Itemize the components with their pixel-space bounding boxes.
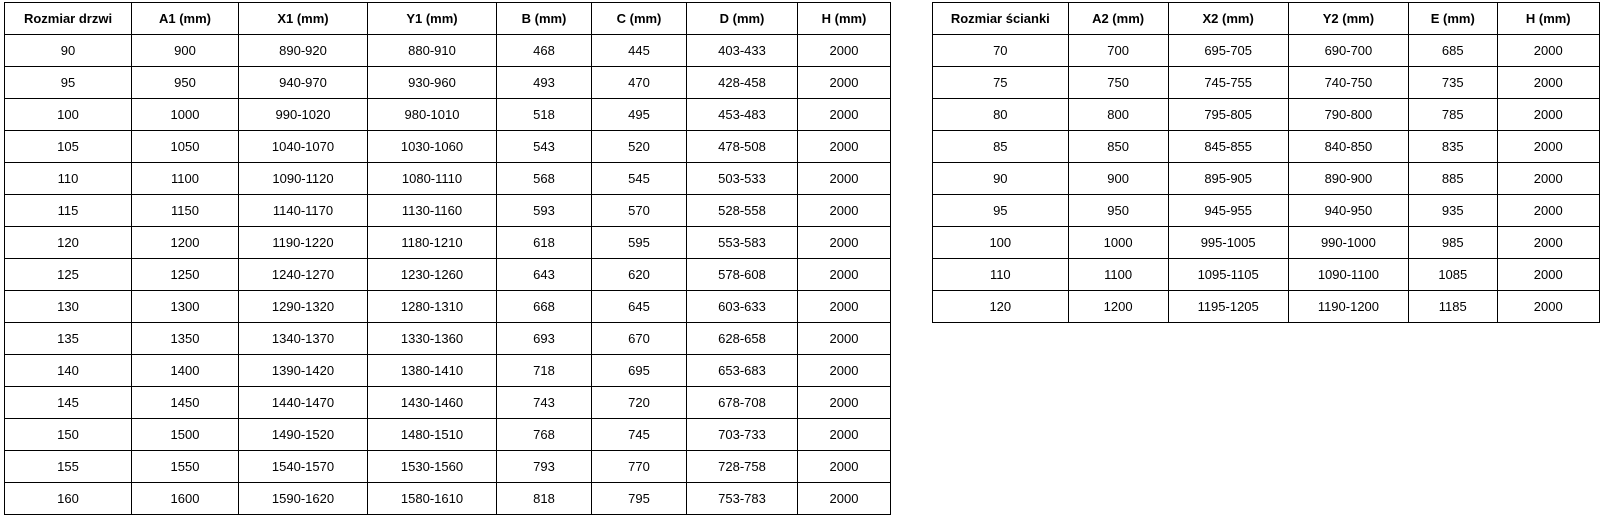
cell: 693 bbox=[497, 323, 592, 355]
cell: 2000 bbox=[798, 483, 891, 515]
cell: 1000 bbox=[132, 99, 239, 131]
cell: 745 bbox=[592, 419, 687, 451]
cell: 520 bbox=[592, 131, 687, 163]
cell: 553-583 bbox=[687, 227, 798, 259]
cell: 130 bbox=[5, 291, 132, 323]
cell: 493 bbox=[497, 67, 592, 99]
cell: 990-1000 bbox=[1288, 227, 1408, 259]
cell: 850 bbox=[1068, 131, 1168, 163]
table-row bbox=[5, 259, 891, 291]
cell: 1550 bbox=[132, 451, 239, 483]
cell: 2000 bbox=[798, 451, 891, 483]
column-header-rozmiar-drzwi: Rozmiar drzwi bbox=[5, 3, 132, 35]
cell: 735 bbox=[1409, 67, 1497, 99]
cell: 2000 bbox=[798, 355, 891, 387]
column-header-x1: X1 (mm) bbox=[239, 3, 368, 35]
cell: 728-758 bbox=[687, 451, 798, 483]
cell: 1590-1620 bbox=[239, 483, 368, 515]
cell: 935 bbox=[1409, 195, 1497, 227]
column-header-c: C (mm) bbox=[592, 3, 687, 35]
cell: 595 bbox=[592, 227, 687, 259]
cell: 1240-1270 bbox=[239, 259, 368, 291]
table-row bbox=[933, 163, 1600, 195]
cell: 1100 bbox=[1068, 259, 1168, 291]
cell: 745-755 bbox=[1168, 67, 1288, 99]
cell: 570 bbox=[592, 195, 687, 227]
column-header-e: E (mm) bbox=[1409, 3, 1497, 35]
cell: 2000 bbox=[1497, 259, 1600, 291]
cell: 495 bbox=[592, 99, 687, 131]
cell: 110 bbox=[5, 163, 132, 195]
cell: 453-483 bbox=[687, 99, 798, 131]
cell: 1185 bbox=[1409, 291, 1497, 323]
cell: 1600 bbox=[132, 483, 239, 515]
cell: 75 bbox=[933, 67, 1069, 99]
cell: 2000 bbox=[798, 67, 891, 99]
cell: 2000 bbox=[1497, 35, 1600, 67]
cell: 2000 bbox=[1497, 99, 1600, 131]
cell: 1190-1220 bbox=[239, 227, 368, 259]
cell: 145 bbox=[5, 387, 132, 419]
cell: 645 bbox=[592, 291, 687, 323]
cell: 578-608 bbox=[687, 259, 798, 291]
table-row bbox=[5, 99, 891, 131]
cell: 1195-1205 bbox=[1168, 291, 1288, 323]
table-row bbox=[5, 483, 891, 515]
cell: 985 bbox=[1409, 227, 1497, 259]
cell: 1280-1310 bbox=[368, 291, 497, 323]
cell: 1080-1110 bbox=[368, 163, 497, 195]
cell: 115 bbox=[5, 195, 132, 227]
column-header-a1: A1 (mm) bbox=[132, 3, 239, 35]
table-row bbox=[5, 323, 891, 355]
cell: 2000 bbox=[798, 195, 891, 227]
cell: 2000 bbox=[798, 259, 891, 291]
column-header-a2: A2 (mm) bbox=[1068, 3, 1168, 35]
cell: 1450 bbox=[132, 387, 239, 419]
cell: 1095-1105 bbox=[1168, 259, 1288, 291]
cell: 720 bbox=[592, 387, 687, 419]
cell: 718 bbox=[497, 355, 592, 387]
cell: 690-700 bbox=[1288, 35, 1408, 67]
cell: 125 bbox=[5, 259, 132, 291]
cell: 2000 bbox=[798, 99, 891, 131]
table-row bbox=[5, 35, 891, 67]
table-row bbox=[5, 163, 891, 195]
cell: 428-458 bbox=[687, 67, 798, 99]
cell: 695 bbox=[592, 355, 687, 387]
cell: 1380-1410 bbox=[368, 355, 497, 387]
cell: 753-783 bbox=[687, 483, 798, 515]
cell: 1040-1070 bbox=[239, 131, 368, 163]
column-header-rozmiar-scianki: Rozmiar ścianki bbox=[933, 3, 1069, 35]
door-size-table-head bbox=[5, 3, 891, 35]
cell: 1085 bbox=[1409, 259, 1497, 291]
door-size-table-body bbox=[5, 35, 891, 515]
cell: 110 bbox=[933, 259, 1069, 291]
table-row bbox=[933, 99, 1600, 131]
table-row bbox=[5, 67, 891, 99]
wall-size-table-body bbox=[933, 35, 1600, 323]
cell: 740-750 bbox=[1288, 67, 1408, 99]
column-header-d: D (mm) bbox=[687, 3, 798, 35]
cell: 670 bbox=[592, 323, 687, 355]
cell: 930-960 bbox=[368, 67, 497, 99]
cell: 995-1005 bbox=[1168, 227, 1288, 259]
cell: 900 bbox=[1068, 163, 1168, 195]
cell: 1480-1510 bbox=[368, 419, 497, 451]
cell: 2000 bbox=[798, 35, 891, 67]
cell: 1400 bbox=[132, 355, 239, 387]
cell: 1530-1560 bbox=[368, 451, 497, 483]
cell: 2000 bbox=[798, 291, 891, 323]
cell: 95 bbox=[5, 67, 132, 99]
cell: 1230-1260 bbox=[368, 259, 497, 291]
cell: 1090-1120 bbox=[239, 163, 368, 195]
cell: 543 bbox=[497, 131, 592, 163]
cell: 678-708 bbox=[687, 387, 798, 419]
cell: 785 bbox=[1409, 99, 1497, 131]
cell: 770 bbox=[592, 451, 687, 483]
table-row bbox=[933, 291, 1600, 323]
cell: 743 bbox=[497, 387, 592, 419]
table-row bbox=[933, 67, 1600, 99]
table-row bbox=[5, 131, 891, 163]
cell: 1200 bbox=[1068, 291, 1168, 323]
cell: 100 bbox=[5, 99, 132, 131]
cell: 990-1020 bbox=[239, 99, 368, 131]
cell: 1030-1060 bbox=[368, 131, 497, 163]
table-row bbox=[5, 419, 891, 451]
table-row bbox=[5, 291, 891, 323]
cell: 2000 bbox=[1497, 67, 1600, 99]
cell: 840-850 bbox=[1288, 131, 1408, 163]
cell: 1150 bbox=[132, 195, 239, 227]
cell: 895-905 bbox=[1168, 163, 1288, 195]
cell: 2000 bbox=[798, 387, 891, 419]
table-header-row bbox=[5, 3, 891, 35]
cell: 1100 bbox=[132, 163, 239, 195]
cell: 593 bbox=[497, 195, 592, 227]
column-header-y1: Y1 (mm) bbox=[368, 3, 497, 35]
cell: 603-633 bbox=[687, 291, 798, 323]
cell: 1540-1570 bbox=[239, 451, 368, 483]
table-row bbox=[933, 35, 1600, 67]
cell: 2000 bbox=[798, 163, 891, 195]
cell: 160 bbox=[5, 483, 132, 515]
table-row bbox=[933, 195, 1600, 227]
table-row bbox=[5, 195, 891, 227]
cell: 620 bbox=[592, 259, 687, 291]
cell: 900 bbox=[132, 35, 239, 67]
cell: 945-955 bbox=[1168, 195, 1288, 227]
cell: 100 bbox=[933, 227, 1069, 259]
cell: 790-800 bbox=[1288, 99, 1408, 131]
cell: 1290-1320 bbox=[239, 291, 368, 323]
cell: 1340-1370 bbox=[239, 323, 368, 355]
cell: 818 bbox=[497, 483, 592, 515]
cell: 890-900 bbox=[1288, 163, 1408, 195]
cell: 1180-1210 bbox=[368, 227, 497, 259]
cell: 835 bbox=[1409, 131, 1497, 163]
cell: 695-705 bbox=[1168, 35, 1288, 67]
cell: 1500 bbox=[132, 419, 239, 451]
cell: 1250 bbox=[132, 259, 239, 291]
table-row bbox=[5, 451, 891, 483]
cell: 940-950 bbox=[1288, 195, 1408, 227]
cell: 403-433 bbox=[687, 35, 798, 67]
cell: 135 bbox=[5, 323, 132, 355]
cell: 95 bbox=[933, 195, 1069, 227]
cell: 980-1010 bbox=[368, 99, 497, 131]
cell: 2000 bbox=[798, 227, 891, 259]
cell: 1330-1360 bbox=[368, 323, 497, 355]
cell: 950 bbox=[1068, 195, 1168, 227]
cell: 445 bbox=[592, 35, 687, 67]
cell: 845-855 bbox=[1168, 131, 1288, 163]
cell: 1490-1520 bbox=[239, 419, 368, 451]
cell: 1390-1420 bbox=[239, 355, 368, 387]
column-header-h: H (mm) bbox=[1497, 3, 1600, 35]
cell: 768 bbox=[497, 419, 592, 451]
wall-size-table bbox=[932, 2, 1600, 323]
cell: 2000 bbox=[1497, 131, 1600, 163]
cell: 628-658 bbox=[687, 323, 798, 355]
column-header-h: H (mm) bbox=[798, 3, 891, 35]
cell: 793 bbox=[497, 451, 592, 483]
cell: 1190-1200 bbox=[1288, 291, 1408, 323]
door-size-table bbox=[4, 2, 891, 515]
cell: 700 bbox=[1068, 35, 1168, 67]
cell: 685 bbox=[1409, 35, 1497, 67]
cell: 795 bbox=[592, 483, 687, 515]
table-row bbox=[5, 355, 891, 387]
cell: 800 bbox=[1068, 99, 1168, 131]
cell: 120 bbox=[5, 227, 132, 259]
cell: 478-508 bbox=[687, 131, 798, 163]
cell: 2000 bbox=[1497, 195, 1600, 227]
cell: 1130-1160 bbox=[368, 195, 497, 227]
column-header-y2: Y2 (mm) bbox=[1288, 3, 1408, 35]
cell: 1350 bbox=[132, 323, 239, 355]
cell: 2000 bbox=[798, 323, 891, 355]
cell: 643 bbox=[497, 259, 592, 291]
cell: 2000 bbox=[1497, 163, 1600, 195]
cell: 1440-1470 bbox=[239, 387, 368, 419]
cell: 2000 bbox=[1497, 227, 1600, 259]
cell: 90 bbox=[933, 163, 1069, 195]
table-row bbox=[933, 259, 1600, 291]
cell: 528-558 bbox=[687, 195, 798, 227]
cell: 518 bbox=[497, 99, 592, 131]
cell: 950 bbox=[132, 67, 239, 99]
cell: 890-920 bbox=[239, 35, 368, 67]
cell: 85 bbox=[933, 131, 1069, 163]
table-header-row bbox=[933, 3, 1600, 35]
cell: 1090-1100 bbox=[1288, 259, 1408, 291]
cell: 140 bbox=[5, 355, 132, 387]
cell: 80 bbox=[933, 99, 1069, 131]
cell: 470 bbox=[592, 67, 687, 99]
cell: 653-683 bbox=[687, 355, 798, 387]
cell: 150 bbox=[5, 419, 132, 451]
table-row bbox=[5, 227, 891, 259]
cell: 1000 bbox=[1068, 227, 1168, 259]
cell: 1580-1610 bbox=[368, 483, 497, 515]
cell: 795-805 bbox=[1168, 99, 1288, 131]
cell: 1430-1460 bbox=[368, 387, 497, 419]
cell: 155 bbox=[5, 451, 132, 483]
cell: 2000 bbox=[798, 131, 891, 163]
cell: 750 bbox=[1068, 67, 1168, 99]
cell: 2000 bbox=[798, 419, 891, 451]
wall-size-table-head bbox=[933, 3, 1600, 35]
cell: 885 bbox=[1409, 163, 1497, 195]
cell: 545 bbox=[592, 163, 687, 195]
cell: 503-533 bbox=[687, 163, 798, 195]
cell: 2000 bbox=[1497, 291, 1600, 323]
column-header-b: B (mm) bbox=[497, 3, 592, 35]
cell: 1140-1170 bbox=[239, 195, 368, 227]
cell: 468 bbox=[497, 35, 592, 67]
cell: 880-910 bbox=[368, 35, 497, 67]
table-row bbox=[933, 227, 1600, 259]
cell: 668 bbox=[497, 291, 592, 323]
cell: 1050 bbox=[132, 131, 239, 163]
cell: 1200 bbox=[132, 227, 239, 259]
table-row bbox=[5, 387, 891, 419]
cell: 70 bbox=[933, 35, 1069, 67]
cell: 940-970 bbox=[239, 67, 368, 99]
cell: 105 bbox=[5, 131, 132, 163]
cell: 90 bbox=[5, 35, 132, 67]
cell: 618 bbox=[497, 227, 592, 259]
cell: 1300 bbox=[132, 291, 239, 323]
cell: 120 bbox=[933, 291, 1069, 323]
table-row bbox=[933, 131, 1600, 163]
column-header-x2: X2 (mm) bbox=[1168, 3, 1288, 35]
cell: 703-733 bbox=[687, 419, 798, 451]
cell: 568 bbox=[497, 163, 592, 195]
